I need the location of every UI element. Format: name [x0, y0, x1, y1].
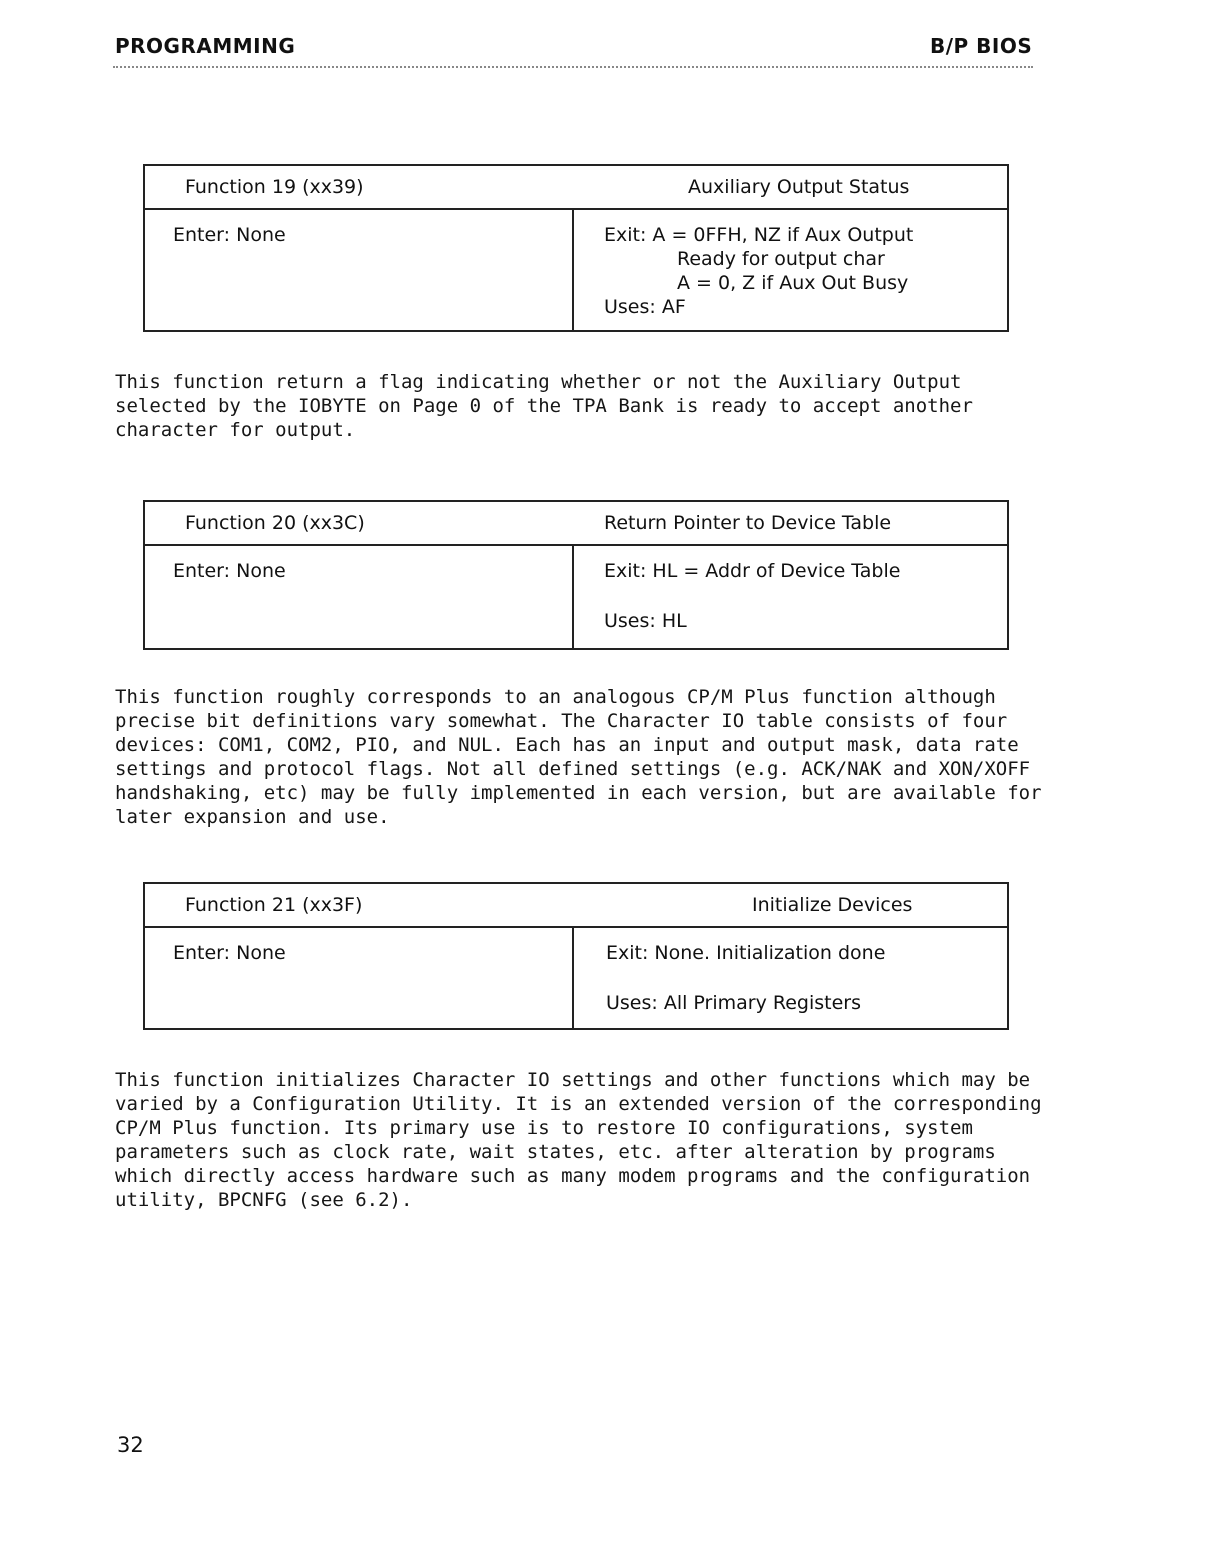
exit-line: Ready for output char: [677, 248, 885, 270]
paragraph: This function roughly corresponds to an analogous CP/M Plus function although precise bit definitions vary somewhat. The Character IO table consists of four devices: COM1, COM2, PIO, and NUL. Each has an input and output mask, data rate settings and protocol flags. Not all defined settings (e.g. ACK/NAK and XON/XOFF handshaking, etc) may be fully implemented in each version, but are available for later expansion and use.: [115, 686, 1042, 828]
enter-params: Enter: None: [173, 942, 286, 964]
function-19-box: [143, 164, 1009, 332]
uses-line: Uses: AF: [604, 296, 686, 318]
exit-line: A = 0, Z if Aux Out Busy: [677, 272, 909, 294]
function-name: Function 19 (xx39): [185, 176, 364, 198]
function-box-header: [145, 502, 1007, 546]
exit-line: Exit: A = 0FFH, NZ if Aux Output: [604, 224, 914, 246]
column-divider: [572, 546, 574, 650]
running-header-title: PROGRAMMING: [115, 34, 296, 58]
function-box-body: [145, 928, 1007, 1030]
function-box-header: [145, 884, 1007, 928]
function-name: Function 21 (xx3F): [185, 894, 363, 916]
function-box-header: [145, 166, 1007, 210]
function-name: Function 20 (xx3C): [185, 512, 365, 534]
function-20-box: [143, 500, 1009, 650]
function-title: Initialize Devices: [752, 894, 913, 916]
function-box-body: [145, 546, 1007, 650]
column-divider: [572, 210, 574, 332]
header-rule: [113, 66, 1033, 68]
column-divider: [572, 928, 574, 1030]
paragraph: This function return a flag indicating whether or not the Auxiliary Output selected by the IOBYTE on Page 0 of the TPA Bank is ready to accept another character for output.: [115, 371, 973, 441]
function-21-box: [143, 882, 1009, 1030]
uses-line: Uses: HL: [604, 610, 687, 632]
function-title: Auxiliary Output Status: [688, 176, 910, 198]
function-title: Return Pointer to Device Table: [604, 512, 892, 534]
paragraph: This function initializes Character IO settings and other functions which may be varied by a Configuration Utility. It is an extended version of the corresponding CP/M Plus function. Its primary use is to restore IO configurations, system parameters such as clock rate, wait states, etc. after alteration by programs which directly access hardware such as many modem programs and the configuration utility, BPCNFG (see 6.2).: [115, 1069, 1042, 1211]
exit-line: Exit: None. Initialization done: [606, 942, 886, 964]
function-box-body: [145, 210, 1007, 332]
enter-params: Enter: None: [173, 224, 286, 246]
uses-line: Uses: All Primary Registers: [606, 992, 862, 1014]
running-header-section: B/P BIOS: [930, 34, 1033, 58]
exit-line: Exit: HL = Addr of Device Table: [604, 560, 901, 582]
page-number: 32: [117, 1433, 144, 1457]
enter-params: Enter: None: [173, 560, 286, 582]
